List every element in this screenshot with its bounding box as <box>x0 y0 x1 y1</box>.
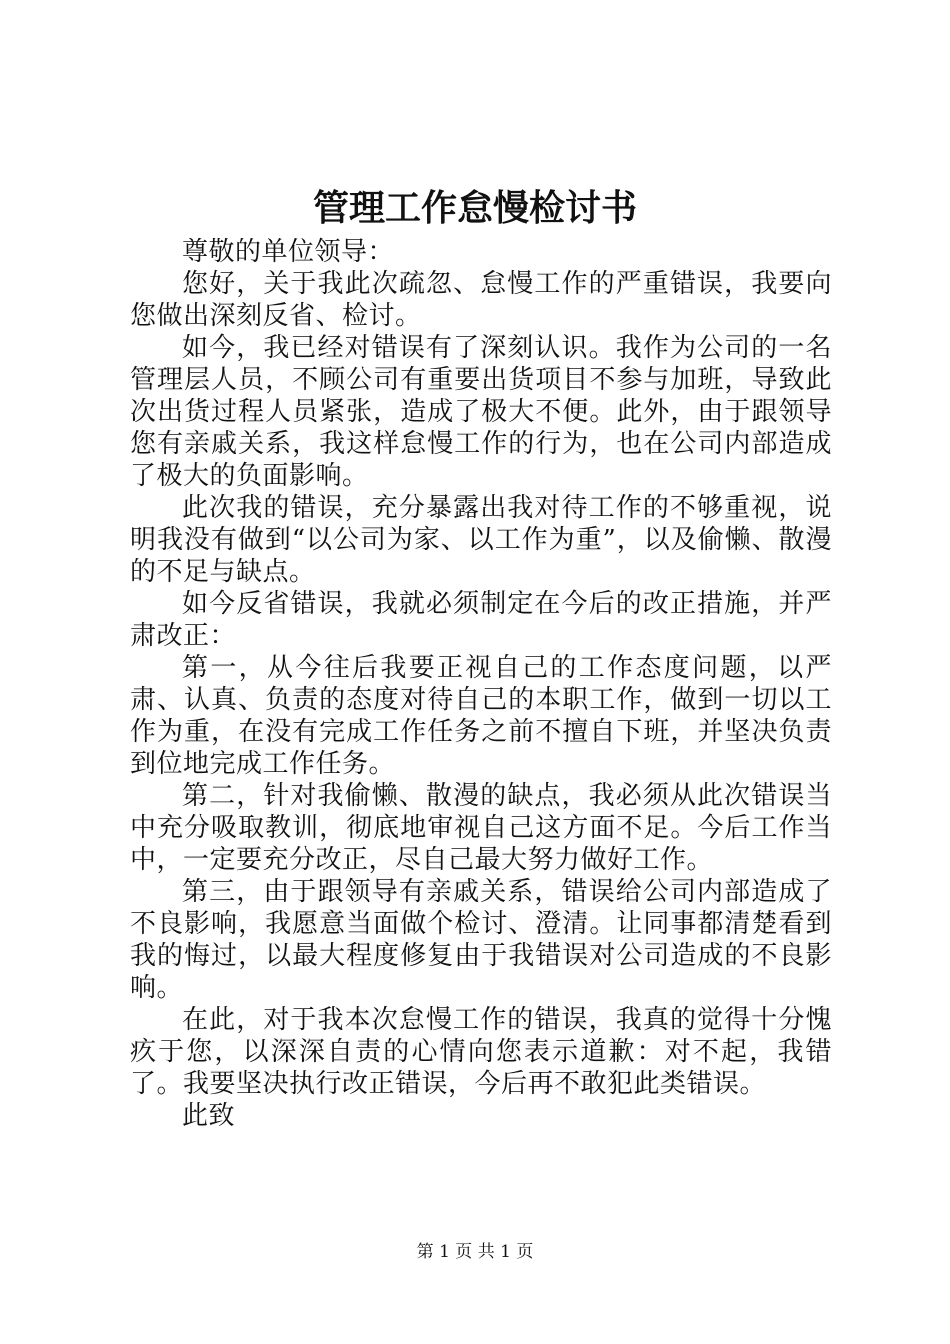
paragraph-measure-second: 第二，针对我偷懒、散漫的缺点，我必须从此次错误当中充分吸取教训，彻底地审视自己这方面不足。今后工作当中，一定要充分改正，尽自己最大努力做好工作。 <box>130 781 832 875</box>
paragraph-measures-intro: 如今反省错误，我就必须制定在今后的改正措施，并严肃改正： <box>130 589 832 651</box>
paragraph-reflection: 此次我的错误，充分暴露出我对待工作的不够重视，说明我没有做到“以公司为家、以工作为重”，以及偷懒、散漫的不足与缺点。 <box>130 493 832 587</box>
paragraph-measure-third: 第三，由于跟领导有亲戚关系，错误给公司内部造成了不良影响，我愿意当面做个检讨、澄清。让同事都清楚看到我的悔过，以最大程度修复由于我错误对公司造成的不良影响。 <box>130 877 832 1003</box>
document-title: 管理工作怠慢检讨书 <box>312 187 637 229</box>
paragraph-recognition: 如今，我已经对错误有了深刻认识。我作为公司的一名管理层人员，不顾公司有重要出货项目不参与加班，导致此次出货过程人员紧张，造成了极大不便。此外，由于跟领导您有亲戚关系，我这样怠慢工作的行为，也在公司内部造成了极大的负面影响。 <box>130 333 832 491</box>
page-number-footer: 第 1 页 共 1 页 <box>416 1242 534 1262</box>
document-body <box>130 236 832 1132</box>
salutation: 尊敬的单位领导： <box>182 237 395 267</box>
paragraph-greeting: 您好，关于我此次疏忽、怠慢工作的严重错误，我要向您做出深刻反省、检讨。 <box>130 269 832 331</box>
closing: 此致 <box>182 1101 236 1131</box>
paragraph-apology: 在此，对于我本次怠慢工作的错误，我真的觉得十分愧疚于您，以深深自责的心情向您表示道歉：对不起，我错了。我要坚决执行改正错误，今后再不敢犯此类错误。 <box>130 1005 832 1099</box>
paragraph-measure-first: 第一，从今往后我要正视自己的工作态度问题，以严肃、认真、负责的态度对待自己的本职工作，做到一切以工作为重，在没有完成工作任务之前不擅自下班，并坚决负责到位地完成工作任务。 <box>130 653 832 779</box>
